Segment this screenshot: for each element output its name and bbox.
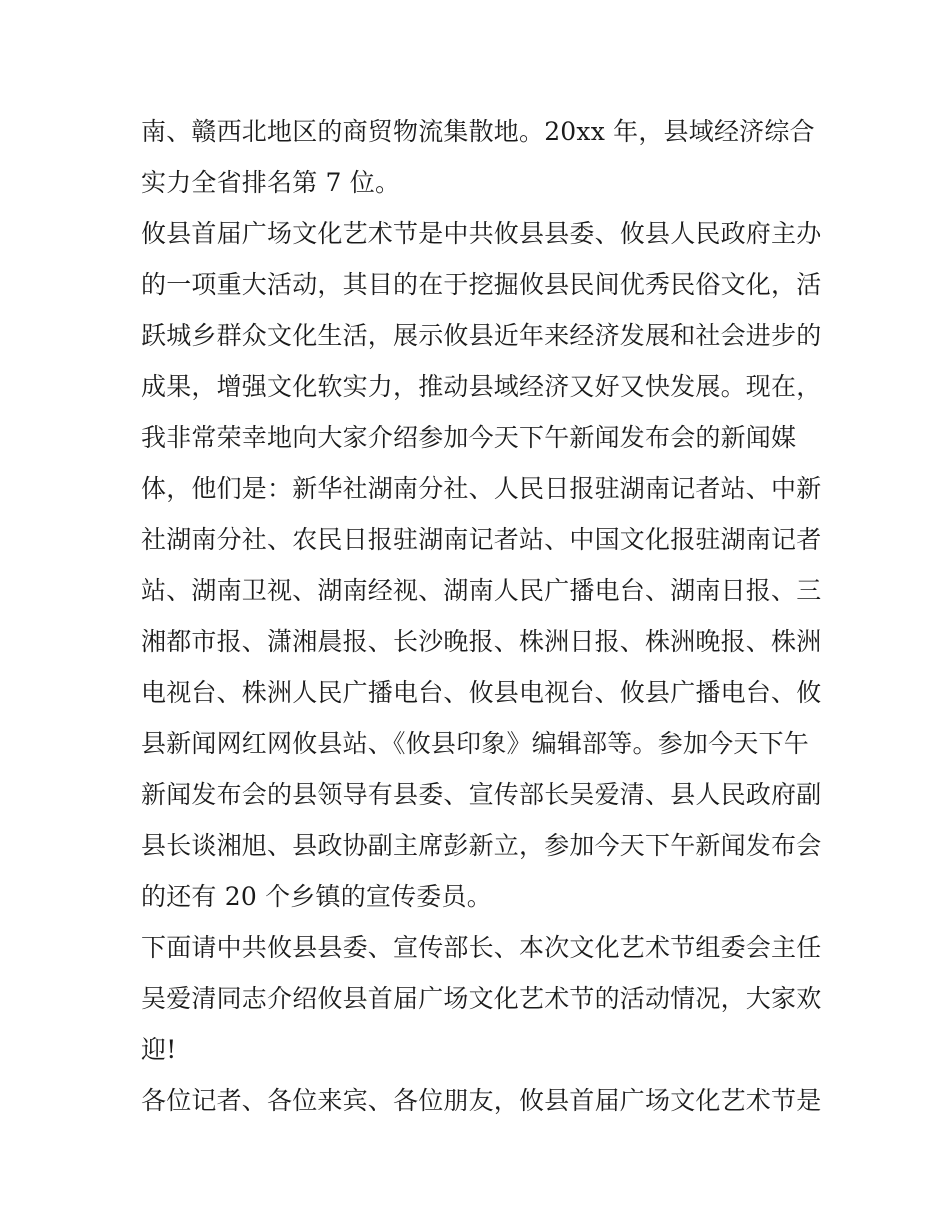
- text-line: 实力全省排名第 7 位。: [141, 168, 401, 197]
- text-line: 湘都市报、潇湘晨报、长沙晚报、株洲日报、株洲晚报、株洲: [141, 627, 822, 656]
- text-line: 攸县首届广场文化艺术节是中共攸县县委、攸县人民政府主办: [141, 219, 822, 248]
- text-line: 各位记者、各位来宾、各位朋友，攸县首届广场文化艺术节是: [141, 1086, 822, 1115]
- text-line: 我非常荣幸地向大家介绍参加今天下午新闻发布会的新闻媒: [141, 423, 797, 452]
- text-line: 社湖南分社、农民日报驻湖南记者站、中国文化报驻湖南记者: [141, 525, 822, 554]
- text-line: 吴爱清同志介绍攸县首届广场文化艺术节的活动情况，大家欢: [141, 984, 822, 1013]
- text-line: 站、湖南卫视、湖南经视、湖南人民广播电台、湖南日报、三: [141, 576, 822, 605]
- text-line: 电视台、株洲人民广播电台、攸县电视台、攸县广播电台、攸: [141, 678, 822, 707]
- text-line: 下面请中共攸县县委、宣传部长、本次文化艺术节组委会主任: [141, 933, 822, 962]
- text-line: 县长谈湘旭、县政协副主席彭新立，参加今天下午新闻发布会: [141, 831, 822, 860]
- text-line: 体，他们是：新华社湖南分社、人民日报驻湖南记者站、中新: [141, 474, 822, 503]
- text-line: 迎!: [141, 1035, 177, 1064]
- text-line: 的还有 20 个乡镇的宣传委员。: [141, 882, 492, 911]
- text-line: 跃城乡群众文化生活，展示攸县近年来经济发展和社会进步的: [141, 321, 822, 350]
- text-line: 新闻发布会的县领导有县委、宣传部长吴爱清、县人民政府副: [141, 780, 822, 809]
- text-line: 的一项重大活动，其目的在于挖掘攸县民间优秀民俗文化，活: [141, 270, 822, 299]
- text-line: 县新闻网红网攸县站、《攸县印象》编辑部等。参加今天下午: [141, 729, 809, 758]
- text-line: 成果，增强文化软实力，推动县域经济又好又快发展。现在，: [141, 372, 822, 401]
- text-line: 南、赣西北地区的商贸物流集散地。20xx 年，县域经济综合: [141, 117, 815, 146]
